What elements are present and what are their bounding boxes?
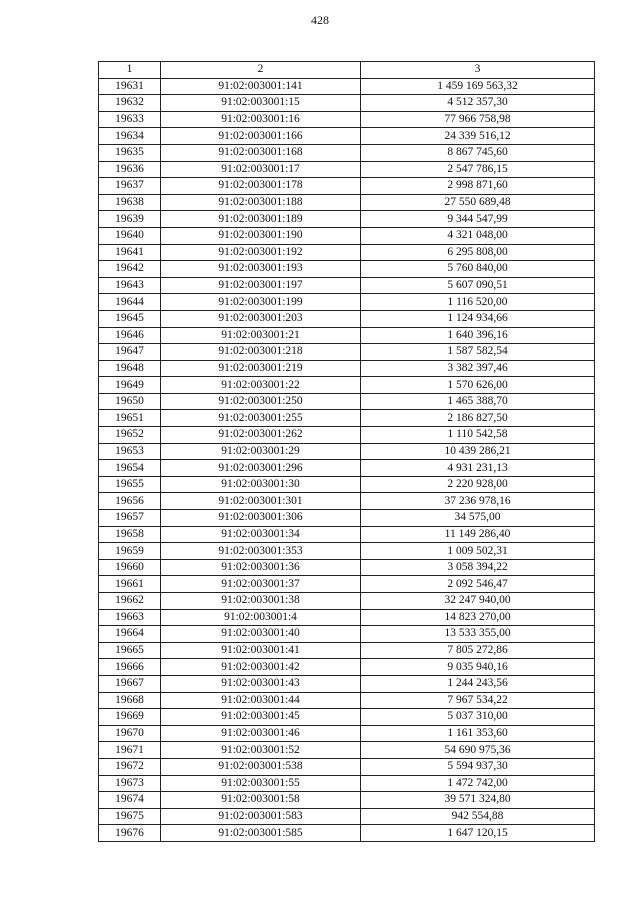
cadastral-id-cell: 91:02:003001:188 (161, 194, 361, 211)
cadastral-id-cell: 91:02:003001:45 (161, 709, 361, 726)
value-cell: 2 092 546,47 (361, 576, 595, 593)
table-row (99, 227, 595, 244)
cadastral-id-cell: 91:02:003001:583 (161, 808, 361, 825)
cadastral-id-cell: 91:02:003001:29 (161, 443, 361, 460)
row-number-cell: 19636 (99, 161, 161, 178)
value-cell: 37 236 978,16 (361, 493, 595, 510)
cadastral-id-cell: 91:02:003001:4 (161, 609, 361, 626)
row-number-cell: 19672 (99, 758, 161, 775)
table-row (99, 95, 595, 112)
row-number-cell: 19645 (99, 310, 161, 327)
table-row (99, 758, 595, 775)
table-row (99, 709, 595, 726)
value-cell: 5 760 840,00 (361, 261, 595, 278)
value-cell: 942 554,88 (361, 808, 595, 825)
value-cell: 1 465 388,70 (361, 393, 595, 410)
cadastral-id-cell: 91:02:003001:44 (161, 692, 361, 709)
row-number-cell: 19632 (99, 95, 161, 112)
cadastral-id-cell: 91:02:003001:15 (161, 95, 361, 112)
cadastral-id-cell: 91:02:003001:296 (161, 460, 361, 477)
row-number-cell: 19663 (99, 609, 161, 626)
row-number-cell: 19676 (99, 825, 161, 842)
table-row (99, 825, 595, 842)
cadastral-id-cell: 91:02:003001:178 (161, 178, 361, 195)
value-cell: 1 647 120,15 (361, 825, 595, 842)
row-number-cell: 19650 (99, 393, 161, 410)
column-header-number: 1 (99, 62, 161, 79)
row-number-cell: 19665 (99, 642, 161, 659)
cadastral-id-cell: 91:02:003001:190 (161, 227, 361, 244)
value-cell: 24 339 516,12 (361, 128, 595, 145)
row-number-cell: 19667 (99, 675, 161, 692)
cadastral-id-cell: 91:02:003001:306 (161, 510, 361, 527)
cadastral-id-cell: 91:02:003001:34 (161, 526, 361, 543)
value-cell: 2 547 786,15 (361, 161, 595, 178)
cadastral-id-cell: 91:02:003001:218 (161, 344, 361, 361)
value-cell: 27 550 689,48 (361, 194, 595, 211)
row-number-cell: 19668 (99, 692, 161, 709)
row-number-cell: 19660 (99, 559, 161, 576)
table-row (99, 642, 595, 659)
table-row (99, 675, 595, 692)
table-row (99, 277, 595, 294)
row-number-cell: 19633 (99, 111, 161, 128)
cadastral-id-cell: 91:02:003001:250 (161, 393, 361, 410)
value-cell: 2 220 928,00 (361, 476, 595, 493)
row-number-cell: 19642 (99, 261, 161, 278)
cadastral-id-cell: 91:02:003001:42 (161, 659, 361, 676)
cadastral-id-cell: 91:02:003001:219 (161, 360, 361, 377)
table-row (99, 360, 595, 377)
row-number-cell: 19641 (99, 244, 161, 261)
row-number-cell: 19662 (99, 593, 161, 610)
cadastral-id-cell: 91:02:003001:353 (161, 543, 361, 560)
cadastral-id-cell: 91:02:003001:199 (161, 294, 361, 311)
table-row (99, 626, 595, 643)
value-cell: 14 823 270,00 (361, 609, 595, 626)
row-number-cell: 19649 (99, 377, 161, 394)
row-number-cell: 19655 (99, 476, 161, 493)
row-number-cell: 19631 (99, 78, 161, 95)
cadastral-id-cell: 91:02:003001:193 (161, 261, 361, 278)
cadastral-id-cell: 91:02:003001:166 (161, 128, 361, 145)
row-number-cell: 19670 (99, 725, 161, 742)
cadastral-id-cell: 91:02:003001:22 (161, 377, 361, 394)
value-cell: 1 459 169 563,32 (361, 78, 595, 95)
value-cell: 3 058 394,22 (361, 559, 595, 576)
table-row (99, 111, 595, 128)
table-row (99, 493, 595, 510)
table-row (99, 128, 595, 145)
value-cell: 32 247 940,00 (361, 593, 595, 610)
table-row (99, 593, 595, 610)
table-row (99, 609, 595, 626)
table-row (99, 144, 595, 161)
row-number-cell: 19644 (99, 294, 161, 311)
value-cell: 4 931 231,13 (361, 460, 595, 477)
cadastral-id-cell: 91:02:003001:203 (161, 310, 361, 327)
table-row (99, 377, 595, 394)
row-number-cell: 19653 (99, 443, 161, 460)
value-cell: 2 998 871,60 (361, 178, 595, 195)
row-number-cell: 19661 (99, 576, 161, 593)
cadastral-id-cell: 91:02:003001:46 (161, 725, 361, 742)
row-number-cell: 19658 (99, 526, 161, 543)
row-number-cell: 19640 (99, 227, 161, 244)
row-number-cell: 19638 (99, 194, 161, 211)
value-cell: 77 966 758,98 (361, 111, 595, 128)
column-header-cadastral-id: 2 (161, 62, 361, 79)
row-number-cell: 19657 (99, 510, 161, 527)
value-cell: 10 439 286,21 (361, 443, 595, 460)
row-number-cell: 19643 (99, 277, 161, 294)
row-number-cell: 19647 (99, 344, 161, 361)
table-row (99, 476, 595, 493)
cadastral-id-cell: 91:02:003001:262 (161, 427, 361, 444)
table-row (99, 78, 595, 95)
cadastral-id-cell: 91:02:003001:585 (161, 825, 361, 842)
table-row (99, 510, 595, 527)
table-row (99, 410, 595, 427)
row-number-cell: 19675 (99, 808, 161, 825)
cadastral-id-cell: 91:02:003001:58 (161, 792, 361, 809)
row-number-cell: 19639 (99, 211, 161, 228)
value-cell: 13 533 355,00 (361, 626, 595, 643)
table-row (99, 310, 595, 327)
column-header-value: 3 (361, 62, 595, 79)
value-cell: 9 035 940,16 (361, 659, 595, 676)
cadastral-id-cell: 91:02:003001:16 (161, 111, 361, 128)
table-row (99, 725, 595, 742)
table-row (99, 659, 595, 676)
value-cell: 1 009 502,31 (361, 543, 595, 560)
value-cell: 1 161 353,60 (361, 725, 595, 742)
row-number-cell: 19656 (99, 493, 161, 510)
row-number-cell: 19648 (99, 360, 161, 377)
cadastral-id-cell: 91:02:003001:17 (161, 161, 361, 178)
row-number-cell: 19666 (99, 659, 161, 676)
value-cell: 3 382 397,46 (361, 360, 595, 377)
table-row (99, 576, 595, 593)
cadastral-id-cell: 91:02:003001:41 (161, 642, 361, 659)
table-row (99, 526, 595, 543)
table-row (99, 393, 595, 410)
cadastral-id-cell: 91:02:003001:36 (161, 559, 361, 576)
cadastral-id-cell: 91:02:003001:55 (161, 775, 361, 792)
value-cell: 34 575,00 (361, 510, 595, 527)
table-row (99, 194, 595, 211)
cadastral-id-cell: 91:02:003001:141 (161, 78, 361, 95)
value-cell: 1 124 934,66 (361, 310, 595, 327)
cadastral-id-cell: 91:02:003001:52 (161, 742, 361, 759)
value-cell: 4 512 357,30 (361, 95, 595, 112)
value-cell: 1 587 582,54 (361, 344, 595, 361)
row-number-cell: 19674 (99, 792, 161, 809)
table-body (99, 78, 595, 841)
value-cell: 5 607 090,51 (361, 277, 595, 294)
table-row (99, 742, 595, 759)
table-row (99, 161, 595, 178)
table-row (99, 344, 595, 361)
value-cell: 5 594 937,30 (361, 758, 595, 775)
value-cell: 9 344 547,99 (361, 211, 595, 228)
cadastral-id-cell: 91:02:003001:192 (161, 244, 361, 261)
value-cell: 1 570 626,00 (361, 377, 595, 394)
table-row (99, 775, 595, 792)
row-number-cell: 19664 (99, 626, 161, 643)
value-cell: 1 640 396,16 (361, 327, 595, 344)
table-row (99, 294, 595, 311)
value-cell: 7 805 272,86 (361, 642, 595, 659)
value-cell: 6 295 808,00 (361, 244, 595, 261)
cadastral-id-cell: 91:02:003001:37 (161, 576, 361, 593)
row-number-cell: 19654 (99, 460, 161, 477)
row-number-cell: 19646 (99, 327, 161, 344)
cadastral-id-cell: 91:02:003001:189 (161, 211, 361, 228)
row-number-cell: 19652 (99, 427, 161, 444)
cadastral-id-cell: 91:02:003001:40 (161, 626, 361, 643)
value-cell: 1 472 742,00 (361, 775, 595, 792)
table-row (99, 427, 595, 444)
value-cell: 7 967 534,22 (361, 692, 595, 709)
table-row (99, 261, 595, 278)
row-number-cell: 19635 (99, 144, 161, 161)
table-row (99, 792, 595, 809)
table-row (99, 808, 595, 825)
table-row (99, 460, 595, 477)
cadastral-id-cell: 91:02:003001:43 (161, 675, 361, 692)
row-number-cell: 19659 (99, 543, 161, 560)
value-cell: 4 321 048,00 (361, 227, 595, 244)
table-row (99, 543, 595, 560)
value-cell: 8 867 745,60 (361, 144, 595, 161)
table-row (99, 443, 595, 460)
cadastral-id-cell: 91:02:003001:38 (161, 593, 361, 610)
table-row (99, 178, 595, 195)
cadastral-value-table (98, 61, 595, 842)
cadastral-id-cell: 91:02:003001:21 (161, 327, 361, 344)
row-number-cell: 19634 (99, 128, 161, 145)
value-cell: 1 244 243,56 (361, 675, 595, 692)
table-row (99, 692, 595, 709)
page-number: 428 (311, 13, 329, 27)
value-cell: 5 037 310,00 (361, 709, 595, 726)
row-number-cell: 19673 (99, 775, 161, 792)
cadastral-id-cell: 91:02:003001:538 (161, 758, 361, 775)
row-number-cell: 19637 (99, 178, 161, 195)
row-number-cell: 19651 (99, 410, 161, 427)
cadastral-id-cell: 91:02:003001:255 (161, 410, 361, 427)
row-number-cell: 19671 (99, 742, 161, 759)
table-row (99, 211, 595, 228)
value-cell: 1 116 520,00 (361, 294, 595, 311)
table-header-row (99, 62, 595, 79)
value-cell: 11 149 286,40 (361, 526, 595, 543)
table-row (99, 327, 595, 344)
table-row (99, 244, 595, 261)
cadastral-id-cell: 91:02:003001:168 (161, 144, 361, 161)
cadastral-id-cell: 91:02:003001:301 (161, 493, 361, 510)
value-cell: 1 110 542,58 (361, 427, 595, 444)
value-cell: 2 186 827,50 (361, 410, 595, 427)
value-cell: 39 571 324,80 (361, 792, 595, 809)
table-row (99, 559, 595, 576)
cadastral-id-cell: 91:02:003001:30 (161, 476, 361, 493)
value-cell: 54 690 975,36 (361, 742, 595, 759)
row-number-cell: 19669 (99, 709, 161, 726)
cadastral-id-cell: 91:02:003001:197 (161, 277, 361, 294)
